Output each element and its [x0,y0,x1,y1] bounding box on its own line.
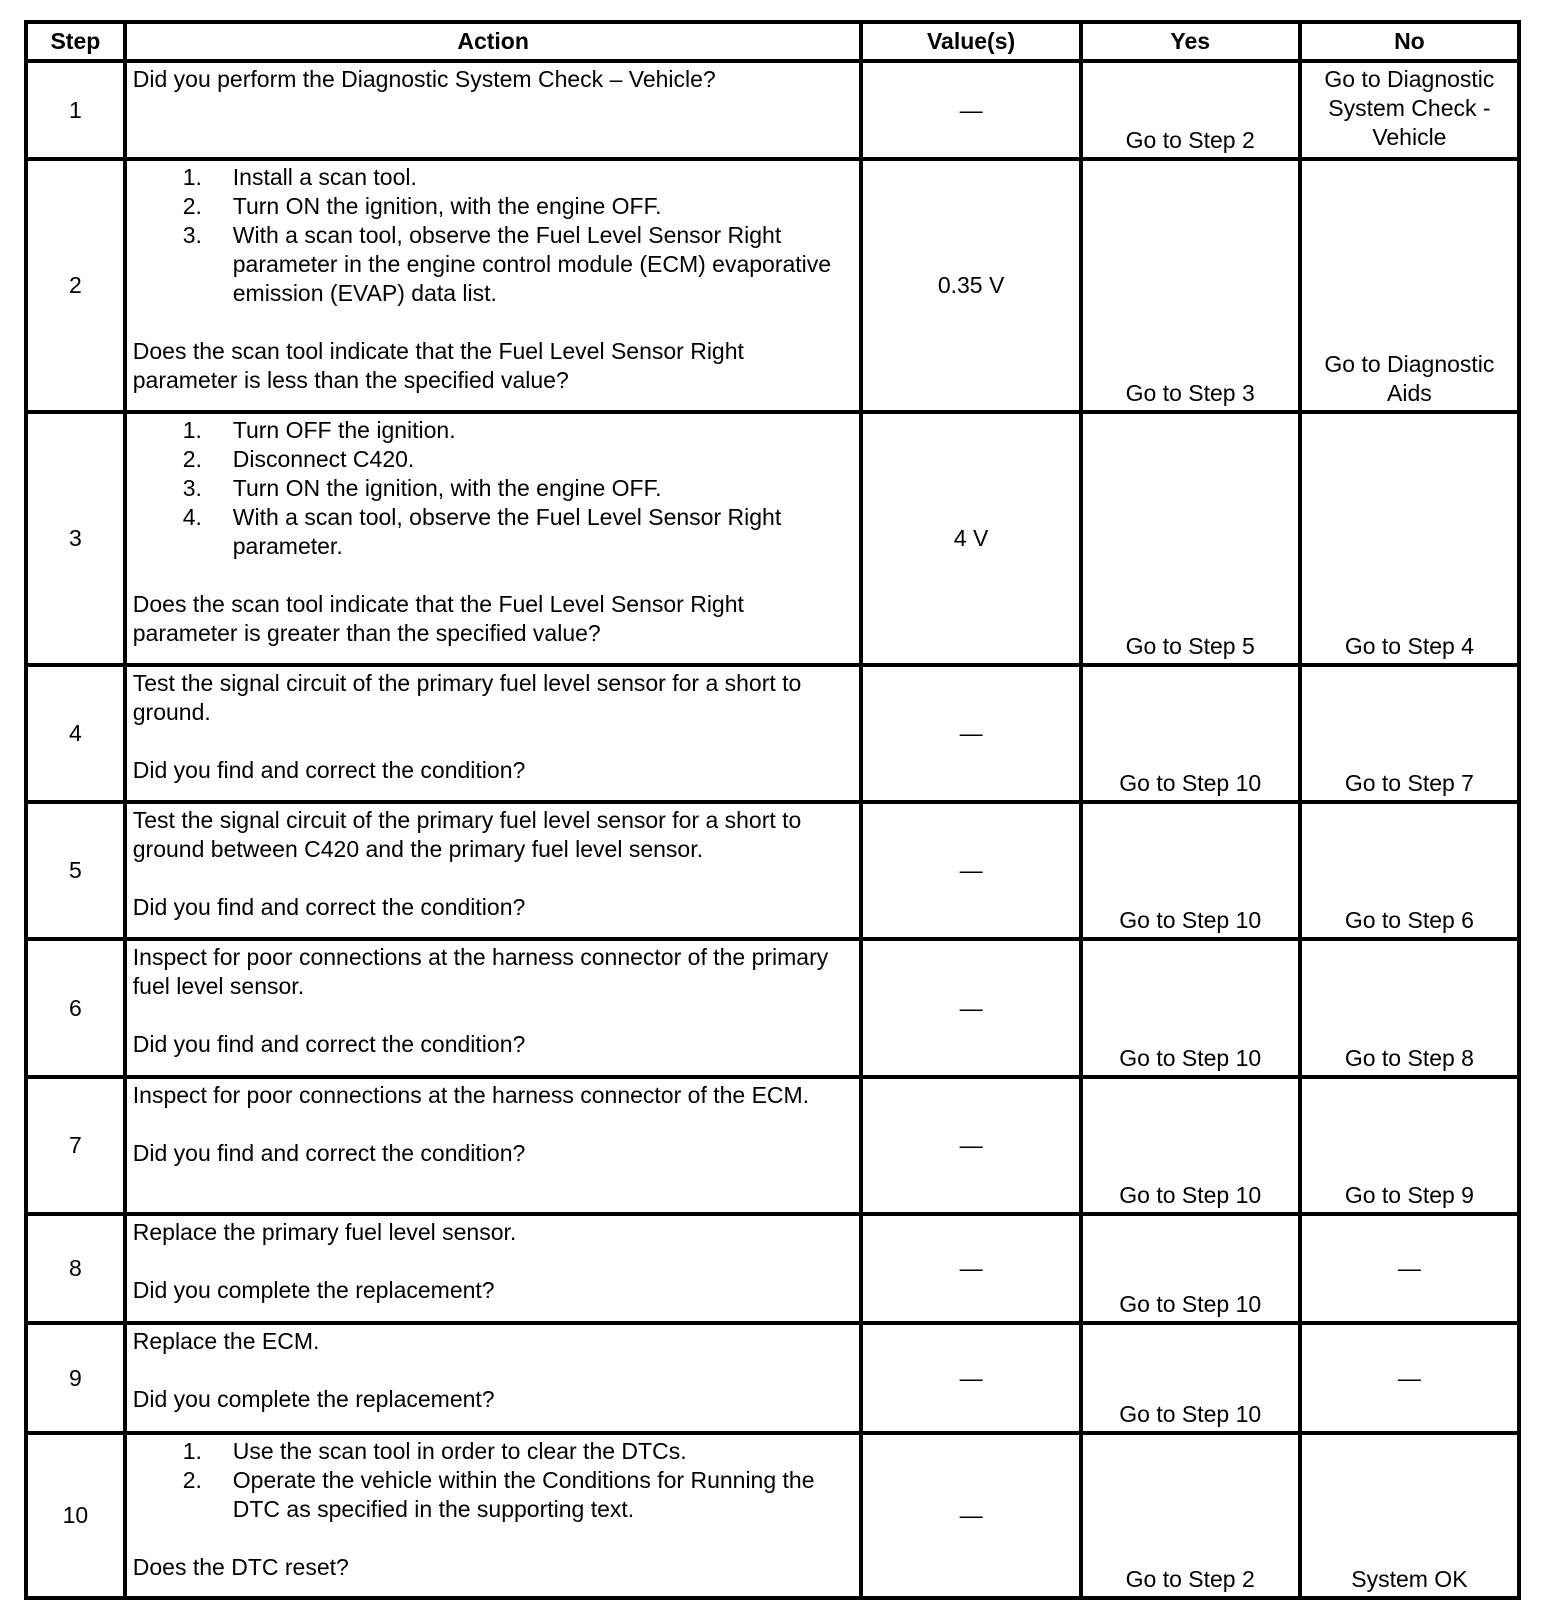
item-number: 3. [182,474,202,501]
value-cell: 4 V [861,412,1080,665]
table-row [26,1077,1519,1214]
value-cell: 0.35 V [861,159,1080,412]
list-item [182,1466,854,1524]
question-text: Does the DTC reset? [132,1553,349,1580]
item-number: 1. [182,1437,202,1464]
no-cell: Go to Step 4 [1300,412,1519,665]
question-text: Did you complete the replacement? [132,1276,495,1303]
yes-cell: Go to Step 10 [1081,1214,1300,1323]
no-cell: Go to Step 6 [1300,802,1519,939]
question-text: Does the scan tool indicate that the Fuel Level Sensor Right parameter is greater than the specified value? [132,590,744,646]
item-number: 1. [182,164,202,191]
table-row [26,939,1519,1076]
action-text: Replace the primary fuel level sensor. [132,1218,517,1245]
item-number: 3. [182,222,202,249]
value-cell: — [861,665,1080,802]
step-number: 5 [26,802,125,939]
item-number: 1. [182,416,202,443]
value-cell: — [861,61,1080,159]
table-row [26,159,1519,412]
action-text: Did you perform the Diagnostic System Check – Vehicle? [132,66,716,92]
value-cell: — [861,939,1080,1076]
yes-cell: Go to Step 2 [1081,61,1300,159]
step-number: 7 [26,1077,125,1214]
item-text: Turn ON the ignition, with the engine OFF. [232,193,662,220]
item-text: With a scan tool, observe the Fuel Level Sensor Right parameter. [232,503,782,559]
value-cell: — [861,802,1080,939]
action-cell [125,61,862,159]
item-text: Disconnect C420. [232,445,415,472]
value-cell: — [861,1323,1080,1432]
action-cell [125,1077,862,1214]
header-values: Value(s) [861,22,1080,61]
action-text: Inspect for poor connections at the harness connector of the primary fuel level sensor. [132,944,829,1000]
action-cell [125,939,862,1076]
action-cell [125,1433,862,1598]
step-number: 3 [26,412,125,665]
yes-cell: Go to Step 10 [1081,665,1300,802]
item-text: Install a scan tool. [232,164,417,191]
no-cell: Go to Step 8 [1300,939,1519,1076]
no-cell: Go to Step 7 [1300,665,1519,802]
question-text: Does the scan tool indicate that the Fuel Level Sensor Right parameter is less than the specified value? [132,338,744,394]
list-item [182,192,854,221]
instruction-list [133,1437,854,1524]
question-text: Did you find and correct the condition? [132,1139,526,1166]
list-item [182,445,854,474]
item-text: Turn ON the ignition, with the engine OFF. [232,474,662,501]
action-text: Replace the ECM. [132,1328,320,1355]
list-item [182,163,854,192]
step-number: 1 [26,61,125,159]
action-cell [125,1323,862,1432]
value-cell: — [861,1214,1080,1323]
item-text: Turn OFF the ignition. [232,416,456,443]
list-item [182,416,854,445]
no-cell: Go to Diagnostic Aids [1300,159,1519,412]
question-text: Did you find and correct the condition? [132,1031,526,1058]
item-text: Use the scan tool in order to clear the DTCs. [232,1437,687,1464]
yes-cell: Go to Step 2 [1081,1433,1300,1598]
yes-cell: Go to Step 5 [1081,412,1300,665]
header-no: No [1300,22,1519,61]
table-row [26,61,1519,159]
no-cell: — [1300,1214,1519,1323]
list-item [182,1437,854,1466]
diagnostic-table [24,20,1521,1600]
action-text: Inspect for poor connections at the harness connector of the ECM. [132,1081,810,1108]
item-text: With a scan tool, observe the Fuel Level Sensor Right parameter in the engine control module (ECM) evaporative emission (EVAP) data list. [232,222,832,307]
action-cell [125,159,862,412]
question-text: Did you find and correct the condition? [132,756,526,783]
no-cell: Go to Diagnostic System Check - Vehicle [1300,61,1519,159]
value-cell: — [861,1433,1080,1598]
header-yes: Yes [1081,22,1300,61]
list-item [182,474,854,503]
action-cell [125,1214,862,1323]
item-number: 2. [182,1466,202,1493]
header-row [26,22,1519,61]
table-row [26,1323,1519,1432]
question-text: Did you complete the replacement? [132,1386,495,1413]
table-row [26,802,1519,939]
yes-cell: Go to Step 10 [1081,1323,1300,1432]
table-row [26,1433,1519,1598]
item-number: 2. [182,193,202,220]
step-number: 6 [26,939,125,1076]
action-cell [125,412,862,665]
step-number: 9 [26,1323,125,1432]
item-number: 2. [182,445,202,472]
no-cell: Go to Step 9 [1300,1077,1519,1214]
instruction-list [133,416,854,561]
no-cell: System OK [1300,1433,1519,1598]
list-item [182,221,854,308]
step-number: 8 [26,1214,125,1323]
yes-cell: Go to Step 10 [1081,1077,1300,1214]
value-cell: — [861,1077,1080,1214]
step-number: 10 [26,1433,125,1598]
question-text: Did you find and correct the condition? [132,894,526,921]
action-cell [125,802,862,939]
table-row [26,1214,1519,1323]
header-action: Action [125,22,862,61]
no-cell: — [1300,1323,1519,1432]
yes-cell: Go to Step 3 [1081,159,1300,412]
header-step: Step [26,22,125,61]
list-item [182,503,854,561]
step-number: 2 [26,159,125,412]
yes-cell: Go to Step 10 [1081,802,1300,939]
action-text: Test the signal circuit of the primary fuel level sensor for a short to ground between C420 and the primary fuel level sensor. [132,807,802,863]
yes-cell: Go to Step 10 [1081,939,1300,1076]
item-number: 4. [182,503,202,530]
action-cell [125,665,862,802]
instruction-list [133,163,854,308]
step-number: 4 [26,665,125,802]
item-text: Operate the vehicle within the Conditions for Running the DTC as specified in the supporting text. [232,1466,815,1522]
table-row [26,412,1519,665]
table-row [26,665,1519,802]
action-text: Test the signal circuit of the primary fuel level sensor for a short to ground. [132,669,802,725]
